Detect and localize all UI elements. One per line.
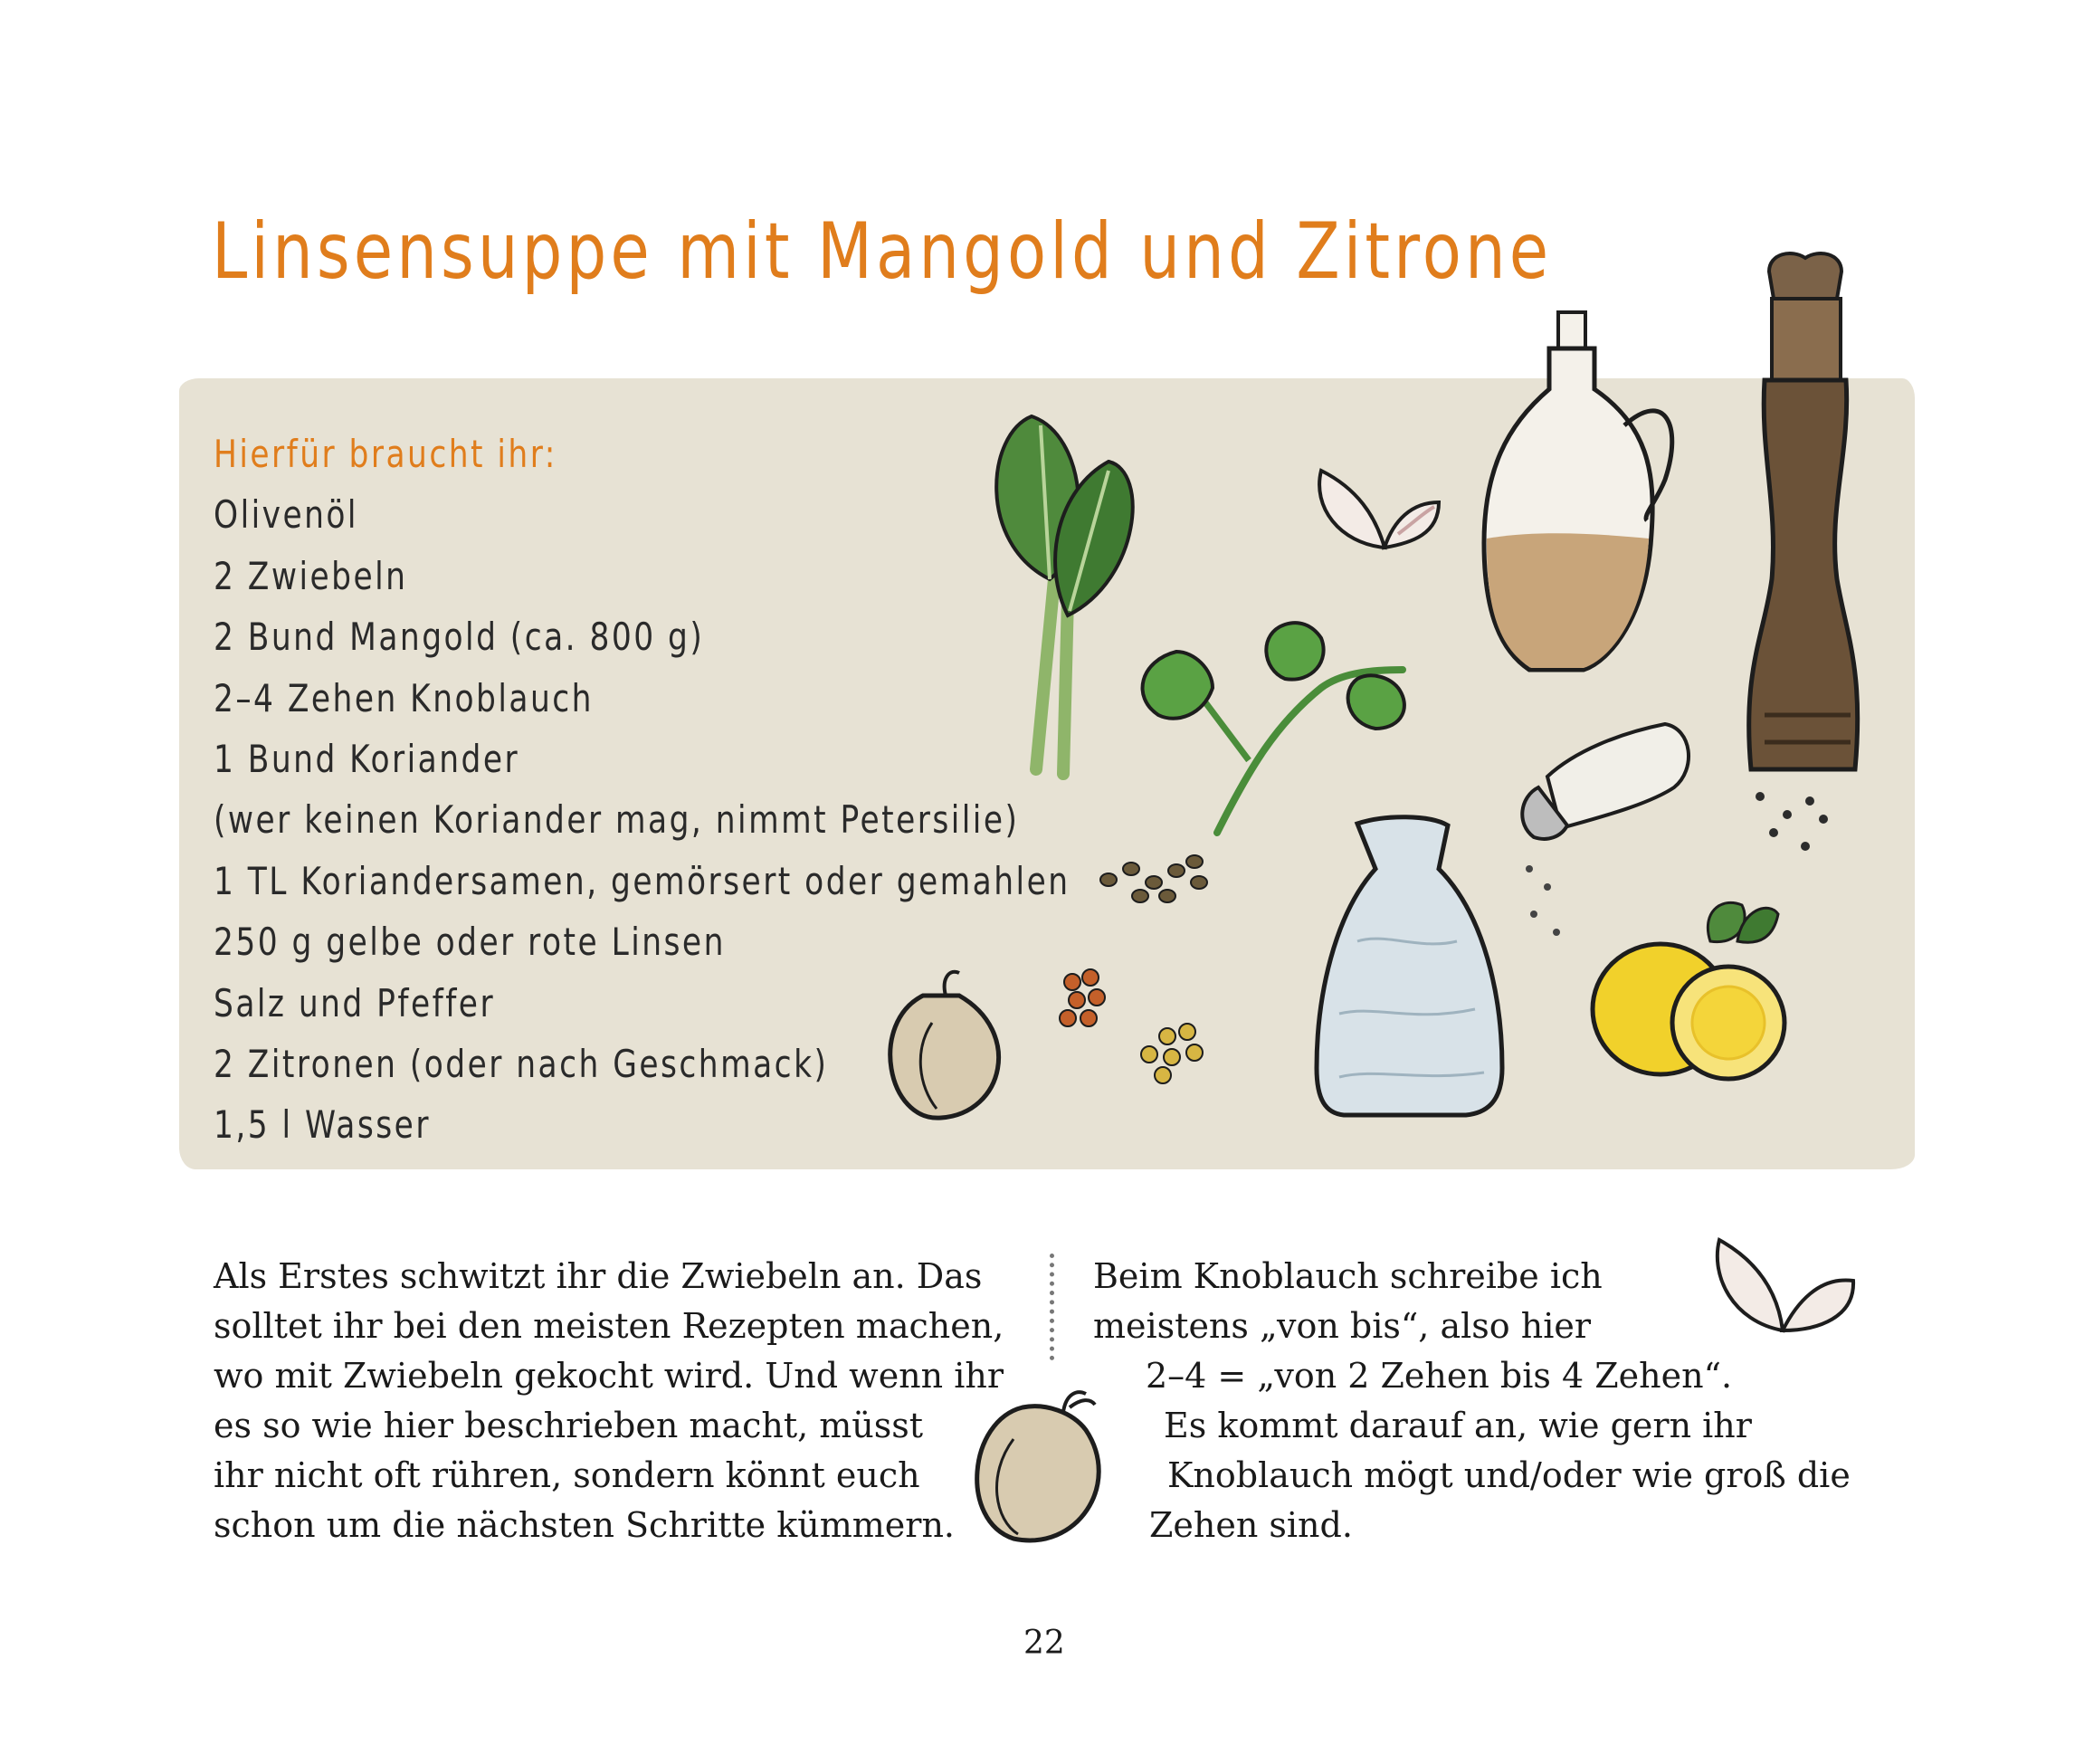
onion-icon	[977, 1392, 1099, 1540]
lentils-icon	[1060, 969, 1203, 1083]
ingredient-item: 2 Zwiebeln	[214, 553, 408, 598]
body-text-left	[214, 1252, 1004, 1550]
column-divider	[1050, 1254, 1054, 1360]
water-carafe-icon	[1317, 817, 1502, 1115]
body-line: Knoblauch mögt und/oder wie groß die	[1167, 1455, 1851, 1495]
page-number: 22	[1023, 1625, 1065, 1662]
body-line: schon um die nächsten Schritte kümmern.	[214, 1505, 956, 1545]
ingredient-item: 250 g gelbe oder rote Linsen	[214, 920, 726, 965]
body-line: Beim Knoblauch schreibe ich	[1093, 1256, 1603, 1296]
body-line: Es kommt darauf an, wie gern ihr	[1164, 1406, 1752, 1445]
body-line: meistens „von bis“, also hier	[1093, 1306, 1592, 1346]
recipe-title: Linsensuppe mit Mangold und Zitrone	[212, 206, 1553, 297]
pepper-grains-icon	[1756, 792, 1828, 851]
coriander-seeds-icon	[1100, 855, 1207, 902]
body-text-right	[1093, 1252, 1908, 1550]
oil-bottle-icon	[1484, 312, 1672, 670]
ingredient-item: (wer keinen Koriander mag, nimmt Petersilie)	[214, 797, 1020, 843]
pepper-mill-icon	[1749, 253, 1858, 769]
body-line: 2–4 = „von 2 Zehen bis 4 Zehen“.	[1146, 1356, 1733, 1396]
body-line: ihr nicht oft rühren, sondern könnt euch	[214, 1455, 920, 1495]
lemon-icon	[1593, 902, 1784, 1079]
body-line: Als Erstes schwitzt ihr die Zwiebeln an. Das	[214, 1256, 983, 1296]
mangold-icon	[996, 416, 1132, 774]
ingredient-item: 1 Bund Koriander	[214, 737, 520, 782]
ingredient-item: 1 TL Koriandersamen, gemörsert oder gemahlen	[214, 858, 1071, 903]
body-line: wo mit Zwiebeln gekocht wird. Und wenn ihr	[214, 1356, 1004, 1396]
ingredient-item: 2 Zitronen (oder nach Geschmack)	[214, 1042, 829, 1087]
ingredient-item: 1,5 l Wasser	[214, 1102, 431, 1148]
onion-icon	[890, 972, 999, 1118]
body-line: Zehen sind.	[1149, 1505, 1353, 1545]
body-line: solltet ihr bei den meisten Rezepten machen,	[214, 1306, 1004, 1346]
ingredients-heading: Hierfür braucht ihr:	[214, 432, 557, 476]
ingredient-item: 2 Bund Mangold (ca. 800 g)	[214, 615, 705, 660]
ingredient-item: Olivenöl	[214, 492, 358, 538]
body-line: es so wie hier beschrieben macht, müsst	[214, 1406, 924, 1445]
salt-shaker-icon	[1522, 724, 1689, 936]
garlic-cloves-icon	[1319, 471, 1439, 548]
ingredient-item: 2–4 Zehen Knoblauch	[214, 675, 594, 720]
coriander-icon	[1143, 623, 1404, 833]
ingredient-item: Salz und Pfeffer	[214, 980, 496, 1025]
